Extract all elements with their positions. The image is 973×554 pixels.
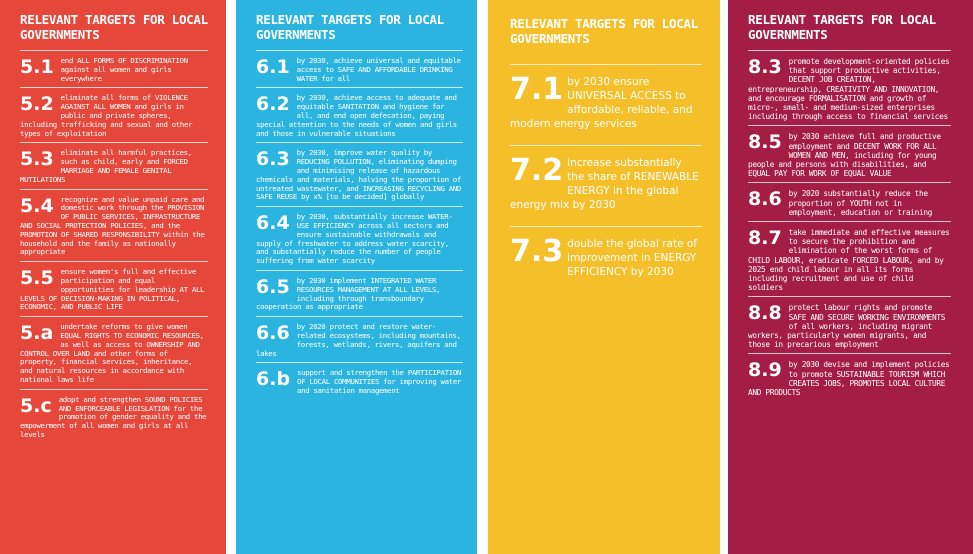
target-5-c xyxy=(20,389,208,444)
target-text: by 2030 implement INTEGRATED WATER RESOURCES MANAGEMENT AT ALL LEVELS, including through transboundary cooperation as appropriate xyxy=(256,275,441,312)
target-8-6 xyxy=(748,182,951,221)
target-text: protect labour rights and promote SAFE AND SECURE WORKING ENVIRONMENTS of all workers, including migrant workers, particularly women migrants, and those in precarious employment xyxy=(748,303,946,350)
column-heading: RELEVANT TARGETS FOR LOCAL GOVERNMENTS xyxy=(256,12,444,42)
goal-6-column xyxy=(236,0,477,554)
target-5-1 xyxy=(20,50,208,87)
target-text: undertake reforms to give women EQUAL RIGHTS TO ECONOMIC RESOURCES, as well as access to OWNERSHIP AND CONTROL OVER LAND and other forms of property, financial services, inheritance, and natural resources in accordance with national laws life xyxy=(20,322,204,384)
target-text: promote development-oriented policies that support productive activities, DECENT JOB CREATION, entrepreneurship, CREATIVITY AND INNOVATION, and encourage FORMALISATION and growth of micro-, small- and medium-sized enterprises including through access to financial services xyxy=(748,57,950,122)
target-8-7 xyxy=(748,221,951,296)
target-number: 5.2 xyxy=(20,93,54,116)
target-6-6 xyxy=(256,316,463,362)
target-number: 7.2 xyxy=(510,153,564,188)
column-heading: RELEVANT TARGETS FOR LOCAL GOVERNMENTS xyxy=(20,12,208,42)
target-6-b xyxy=(256,362,463,399)
target-number: 8.9 xyxy=(748,359,782,382)
target-6-5 xyxy=(256,270,463,316)
goal-5-column xyxy=(0,0,226,554)
target-7-1 xyxy=(510,64,702,145)
target-number: 6.5 xyxy=(256,275,290,298)
target-text: eliminate all forms of VIOLENCE AGAINST ALL WOMEN and girls in public and private spheres, including trafficking and sexual and other types of exploitation xyxy=(20,93,193,138)
target-number: 5.4 xyxy=(20,194,54,217)
target-text: by 2030, improve water quality by REDUCING POLLUTION, eliminating dumping and minimising release of hazardous chemicals and materials, halving the proportion of untreated wastewater, and INCREASING RECYCLING AND SAFE REUSE by x% [to be decided] globally xyxy=(256,148,461,202)
target-5-3 xyxy=(20,142,208,188)
target-number: 6.6 xyxy=(256,322,290,345)
target-number: 8.5 xyxy=(748,131,782,154)
target-text: take immediate and effective measures to secure the prohibition and elimination of the worst forms of CHILD LABOUR, eradicate FORCED LABOUR, and by 2025 end child labour in all its forms including recruitment and use of child soldiers xyxy=(748,228,950,293)
target-text: increase substantially the share of RENEWABLE ENERGY in the global energy mix by 2030 xyxy=(510,157,699,211)
target-number: 7.3 xyxy=(510,234,564,269)
target-6-1 xyxy=(256,50,463,87)
target-number: 6.3 xyxy=(256,148,290,171)
target-text: support and strengthen the PARTICIPATION OF LOCAL COMMUNITIES for improving water and sanitation management xyxy=(297,368,462,395)
target-text: by 2030 devise and implement policies to promote SUSTAINABLE TOURISM WHICH CREATES JOBS, PROMOTES LOCAL CULTURE AND PRODUCTS xyxy=(748,360,950,398)
target-text: eliminate all harmful practices, such as child, early and FORCED MARRIAGE AND FEMALE GENITAL MUTILATIONS xyxy=(20,148,192,184)
target-text: by 2030, achieve universal and equitable access to SAFE AND AFFORDABLE DRINKING WATER for all xyxy=(296,56,461,83)
target-5-5 xyxy=(20,261,208,316)
target-6-4 xyxy=(256,206,463,270)
target-6-2 xyxy=(256,87,463,142)
target-number: 5.a xyxy=(20,322,54,345)
target-text: double the global rate of improvement in ENERGY EFFICIENCY by 2030 xyxy=(567,238,697,278)
target-number: 6.4 xyxy=(256,212,290,235)
target-number: 8.8 xyxy=(748,302,782,325)
target-5-2 xyxy=(20,87,208,142)
target-8-9 xyxy=(748,353,951,401)
target-text: by 2020 substantially reduce the proportion of YOUTH not in employment, education or training xyxy=(788,189,933,217)
target-number: 5.3 xyxy=(20,148,54,171)
goal-7-column xyxy=(488,0,720,554)
target-number: 8.7 xyxy=(748,227,782,250)
target-text: by 2030, achieve access to adequate and equitable SANITATION and hygiene for all, and end open defecation, paying special attention to the needs of women and girls and those in vulnerable situations xyxy=(256,93,457,138)
target-number: 6.1 xyxy=(256,56,290,78)
target-text: by 2030 achieve full and productive employment and DECENT WORK FOR ALL WOMEN AND MEN, including for young people and persons with disabilities, and EQUAL PAY FOR WORK OF EQUAL VALUE xyxy=(748,132,941,179)
target-text: by 2030 ensure UNIVERSAL ACCESS to affordable, reliable, and modern energy services xyxy=(510,76,693,130)
target-text: by 2030, substantially increase WATER-USE EFFICIENCY across all sectors and ensure sustainable withdrawals and supply of freshwater to address water scarcity, and substantially reduce the number of people suffering from water scarcity xyxy=(256,212,453,266)
target-8-3 xyxy=(748,50,951,125)
target-number: 5.c xyxy=(20,394,52,417)
column-heading: RELEVANT TARGETS FOR LOCAL GOVERNMENTS xyxy=(510,16,698,46)
target-number: 8.3 xyxy=(748,56,782,78)
target-8-8 xyxy=(748,296,951,353)
target-5-4 xyxy=(20,189,208,262)
goal-8-column xyxy=(728,0,973,554)
target-number: 8.6 xyxy=(748,188,782,211)
target-text: end ALL FORMS OF DISCRIMINATION against all women and girls everywhere xyxy=(60,56,188,83)
target-6-3 xyxy=(256,142,463,206)
target-number: 5.1 xyxy=(20,56,54,78)
target-number: 6.2 xyxy=(256,93,290,116)
target-number: 7.1 xyxy=(510,72,564,107)
target-7-3 xyxy=(510,226,702,293)
target-5-a xyxy=(20,316,208,389)
target-text: ensure women's full and effective participation and equal opportunities for leadership AT ALL LEVELS OF DECISION-MAKING IN POLITICAL, ECONOMIC, AND PUBLIC LIFE xyxy=(20,267,205,312)
target-7-2 xyxy=(510,145,702,226)
target-number: 5.5 xyxy=(20,267,54,290)
target-text: adopt and strengthen SOUND POLICIES AND ENFORCEABLE LEGISLATION for the promotion of gender equality and the empowerment of all women and girls at all levels xyxy=(20,394,207,439)
target-text: by 2020 protect and restore water-related ecosystems, including mountains, forests, wetlands, rivers, aquifers and lakes xyxy=(256,322,461,358)
target-8-5 xyxy=(748,125,951,182)
column-heading: RELEVANT TARGETS FOR LOCAL GOVERNMENTS xyxy=(748,12,936,42)
target-text: recognize and value unpaid care and domestic work through the PROVISION OF PUBLIC SERVICES, INFRASTRUCTURE AND SOCIAL PROTECTION POLICIES, and the PROMOTION OF SHARED RESPONSIBILITY within the household and the family as nationally appropriate xyxy=(20,194,205,257)
target-number: 6.b xyxy=(256,368,291,391)
